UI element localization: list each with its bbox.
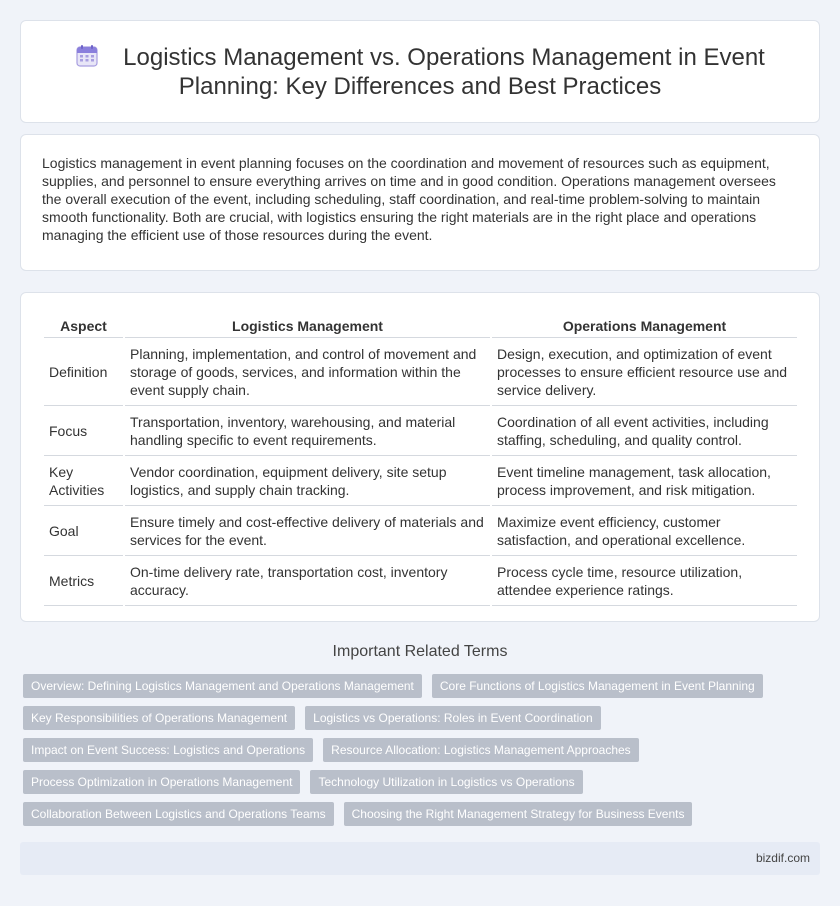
intro-card (20, 134, 820, 271)
row-operations: Maximize event efficiency, customer satisfaction, and operational excellence. (492, 506, 797, 556)
page-title: Logistics Management vs. Operations Management in Event Planning: Key Differences and Best Practices (123, 44, 765, 100)
table-row (44, 556, 797, 606)
intro-text: Logistics management in event planning focuses on the coordination and movement of resources such as equipment, supplies, and personnel to ensure everything arrives on time and in good condition. Operations management oversees the overall execution of the event, including scheduling, staff coordination, and real-time problem-solving to maintain smooth functionality. Both are crucial, with logistics ensuring the right materials are in the right place and operations managing the efficient use of those resources during the event. (42, 155, 776, 243)
related-term-tag[interactable]: Core Functions of Logistics Management in Event Planning (432, 674, 763, 698)
footer (20, 842, 820, 875)
related-term-tag[interactable]: Logistics vs Operations: Roles in Event Coordination (305, 706, 600, 730)
row-aspect: Definition (44, 338, 123, 406)
row-operations: Process cycle time, resource utilization, attendee experience ratings. (492, 556, 797, 606)
row-aspect: Key Activities (44, 456, 123, 506)
related-term-tag[interactable]: Key Responsibilities of Operations Management (23, 706, 295, 730)
header-aspect: Aspect (44, 314, 123, 338)
row-aspect: Metrics (44, 556, 123, 606)
calendar-icon (75, 44, 99, 68)
row-logistics: Transportation, inventory, warehousing, and material handling specific to event requirements. (125, 406, 490, 456)
row-logistics: Ensure timely and cost-effective delivery of materials and services for the event. (125, 506, 490, 556)
related-term-tag[interactable]: Impact on Event Success: Logistics and Operations (23, 738, 313, 762)
table-row (44, 506, 797, 556)
table-row (44, 338, 797, 406)
related-term-tag[interactable]: Process Optimization in Operations Management (23, 770, 300, 794)
row-logistics: Vendor coordination, equipment delivery, site setup logistics, and supply chain tracking. (125, 456, 490, 506)
related-term-tag[interactable]: Resource Allocation: Logistics Management Approaches (323, 738, 639, 762)
row-operations: Event timeline management, task allocation, process improvement, and risk mitigation. (492, 456, 797, 506)
related-term-tag[interactable]: Choosing the Right Management Strategy for Business Events (344, 802, 693, 826)
row-aspect: Focus (44, 406, 123, 456)
header-operations: Operations Management (492, 314, 797, 338)
row-logistics: Planning, implementation, and control of movement and storage of goods, services, and information within the event supply chain. (125, 338, 490, 406)
row-operations: Coordination of all event activities, including staffing, scheduling, and quality control. (492, 406, 797, 456)
comparison-card (20, 292, 820, 622)
row-logistics: On-time delivery rate, transportation cost, inventory accuracy. (125, 556, 490, 606)
related-term-tag[interactable]: Collaboration Between Logistics and Operations Teams (23, 802, 334, 826)
related-terms-list (23, 674, 823, 834)
comparison-table (42, 314, 799, 606)
table-row (44, 406, 797, 456)
table-row (44, 456, 797, 506)
footer-site[interactable]: bizdif.com (755, 851, 810, 865)
related-term-tag[interactable]: Technology Utilization in Logistics vs Operations (310, 770, 582, 794)
related-term-tag[interactable]: Overview: Defining Logistics Management and Operations Management (23, 674, 422, 698)
table-header-row (44, 314, 797, 338)
title-card (20, 20, 820, 123)
related-terms-heading: Important Related Terms (332, 643, 508, 660)
page-title-wrap (21, 43, 819, 101)
row-operations: Design, execution, and optimization of event processes to ensure efficient resource use and service delivery. (492, 338, 797, 406)
row-aspect: Goal (44, 506, 123, 556)
header-logistics: Logistics Management (125, 314, 490, 338)
